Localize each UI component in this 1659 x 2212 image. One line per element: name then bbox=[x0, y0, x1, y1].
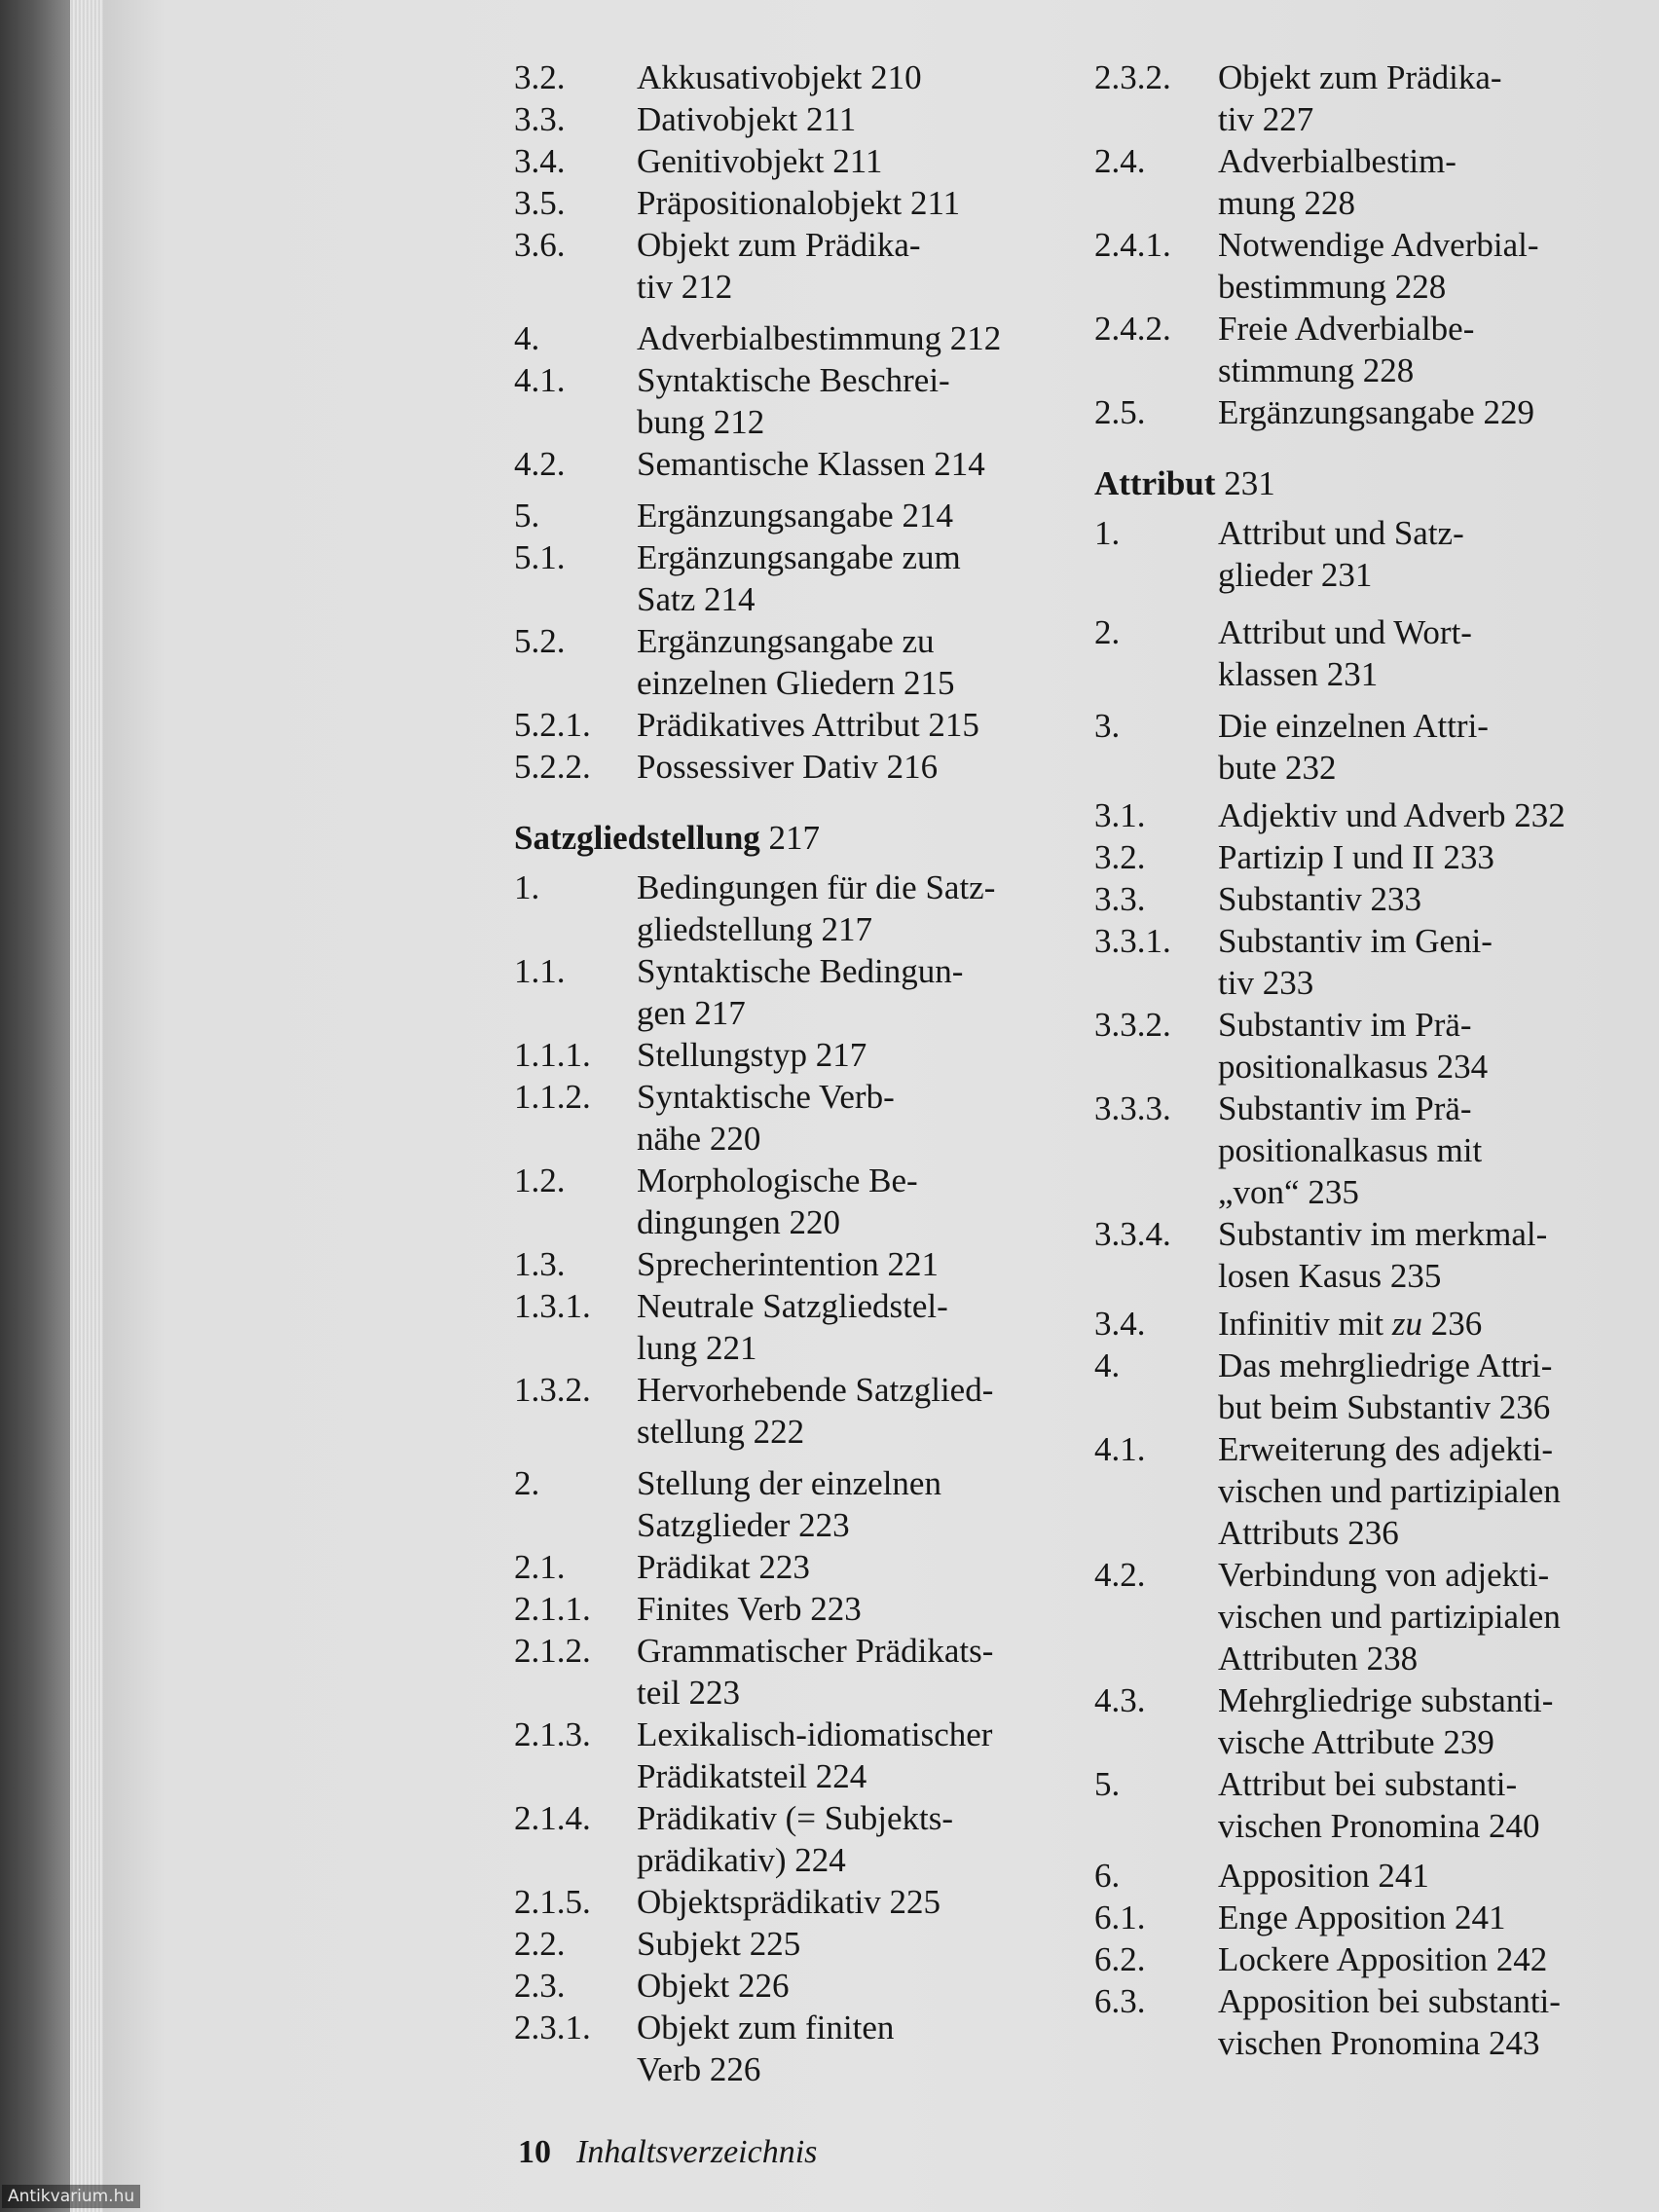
toc-entry-text: Objekt zum Prädika- tiv 212 bbox=[637, 226, 921, 306]
toc-entry bbox=[514, 495, 1059, 536]
toc-entry-text: Apposition 241 bbox=[1218, 1857, 1429, 1895]
toc-entry bbox=[1094, 1428, 1640, 1554]
toc-entry-text: Freie Adverbialbe- stimmung 228 bbox=[1218, 310, 1475, 389]
toc-entry-text: Apposition bei substanti- vischen Pronomina 243 bbox=[1218, 1982, 1561, 2062]
toc-entry-number: 1.1. bbox=[514, 952, 566, 990]
toc-entry-number: 2. bbox=[514, 1464, 540, 1502]
toc-entry-number: 6.2. bbox=[1094, 1940, 1146, 1978]
toc-entry-number: 4.1. bbox=[514, 361, 566, 399]
toc-entry bbox=[1094, 391, 1640, 433]
toc-entry-number: 2.4.2. bbox=[1094, 310, 1171, 348]
toc-entry-number: 2.3. bbox=[514, 1967, 566, 2005]
toc-entry-text: Neutrale Satzgliedstel- lung 221 bbox=[637, 1287, 948, 1367]
toc-entry-text: Syntaktische Bedingun- gen 217 bbox=[637, 952, 964, 1032]
toc-entry-number: 2.4. bbox=[1094, 142, 1146, 180]
toc-entry-number: 2.4.1. bbox=[1094, 226, 1171, 264]
toc-entry bbox=[514, 2007, 1059, 2090]
toc-entry-number: 1.3.1. bbox=[514, 1287, 591, 1325]
toc-entry bbox=[514, 140, 1059, 182]
toc-entry-text: Infinitiv mit zu 236 bbox=[1218, 1305, 1483, 1343]
toc-entry-number: 5.2.2. bbox=[514, 748, 591, 786]
toc-entry-number: 6.3. bbox=[1094, 1982, 1146, 2020]
toc-entry bbox=[1094, 1004, 1640, 1088]
toc-entry bbox=[514, 317, 1059, 359]
toc-entry-number: 1.1.2. bbox=[514, 1078, 591, 1116]
toc-entry-text: Das mehrgliedrige Attri- but beim Substantiv 236 bbox=[1218, 1346, 1553, 1426]
toc-entry bbox=[514, 1462, 1059, 1546]
toc-entry-text: Verbindung von adjekti- vischen und partizipialen Attributen 238 bbox=[1218, 1556, 1561, 1677]
toc-section-heading-attribut bbox=[1094, 462, 1640, 504]
toc-entry-text: Lockere Apposition 242 bbox=[1218, 1940, 1548, 1978]
toc-entry bbox=[1094, 1345, 1640, 1428]
toc-right-group-a bbox=[1094, 56, 1640, 433]
toc-entry-text: Stellungstyp 217 bbox=[637, 1036, 867, 1074]
watermark: Antikvarium.hu bbox=[2, 2185, 140, 2208]
toc-entry bbox=[1094, 1938, 1640, 1980]
page-number: 10 bbox=[518, 2134, 551, 2170]
toc-entry-number: 3.4. bbox=[514, 142, 566, 180]
toc-entry-text: Ergänzungsangabe 229 bbox=[1218, 393, 1534, 431]
toc-entry-number: 4.3. bbox=[1094, 1681, 1146, 1719]
toc-left-group-a bbox=[514, 56, 1059, 788]
toc-entry bbox=[514, 1160, 1059, 1243]
toc-entry-text: Präpositionalobjekt 211 bbox=[637, 184, 961, 222]
toc-entry-text: Ergänzungsangabe zum Satz 214 bbox=[637, 538, 961, 618]
toc-entry-text: Hervorhebende Satzglied- stellung 222 bbox=[637, 1371, 994, 1451]
toc-entry-text: Substantiv im Prä- positionalkasus mit „von“ 235 bbox=[1218, 1089, 1483, 1211]
toc-entry-text: Dativobjekt 211 bbox=[637, 100, 857, 138]
toc-entry-number: 2.1.2. bbox=[514, 1632, 591, 1670]
toc-entry-text: Substantiv im merkmal- losen Kasus 235 bbox=[1218, 1215, 1548, 1295]
running-title: Inhaltsverzeichnis bbox=[576, 2134, 818, 2170]
toc-entry-text: Substantiv im Geni- tiv 233 bbox=[1218, 922, 1493, 1002]
toc-entry-text: Adverbialbestim- mung 228 bbox=[1218, 142, 1456, 222]
toc-entry-number: 3.4. bbox=[1094, 1305, 1146, 1343]
toc-entry-number: 6. bbox=[1094, 1857, 1121, 1895]
toc-entry bbox=[1094, 56, 1640, 140]
toc-entry-text: Objekt zum Prädika- tiv 227 bbox=[1218, 58, 1502, 138]
toc-entry-number: 5. bbox=[1094, 1765, 1121, 1803]
toc-entry-text: Bedingungen für die Satz- gliedstellung 217 bbox=[637, 868, 996, 948]
toc-entry-number: 3.3.2. bbox=[1094, 1006, 1171, 1044]
page-footer bbox=[518, 2134, 817, 2171]
toc-entry-number: 1.3. bbox=[514, 1245, 566, 1283]
toc-entry bbox=[1094, 140, 1640, 224]
toc-entry bbox=[514, 1588, 1059, 1630]
toc-entry-text: Finites Verb 223 bbox=[637, 1590, 862, 1628]
toc-entry-number: 1. bbox=[1094, 514, 1121, 552]
toc-entry bbox=[514, 1546, 1059, 1588]
toc-entry-text: Morphologische Be- dingungen 220 bbox=[637, 1161, 918, 1241]
toc-entry-text: Mehrgliedrige substanti- vische Attribute 239 bbox=[1218, 1681, 1554, 1761]
toc-entry-text: Notwendige Adverbial- bestimmung 228 bbox=[1218, 226, 1539, 306]
toc-entry bbox=[514, 1034, 1059, 1076]
toc-entry-number: 1.3.2. bbox=[514, 1371, 591, 1409]
toc-entry-number: 2.1. bbox=[514, 1548, 566, 1586]
toc-entry-text: Substantiv im Prä- positionalkasus 234 bbox=[1218, 1006, 1489, 1086]
section-page: 217 bbox=[768, 819, 821, 857]
toc-entry-number: 2.5. bbox=[1094, 393, 1146, 431]
toc-entry-number: 2.1.4. bbox=[514, 1799, 591, 1837]
toc-entry bbox=[1094, 920, 1640, 1004]
toc-entry-text: Adjektiv und Adverb 232 bbox=[1218, 796, 1566, 834]
toc-entry bbox=[1094, 308, 1640, 391]
toc-entry-number: 6.1. bbox=[1094, 1899, 1146, 1936]
toc-entry bbox=[1094, 878, 1640, 920]
toc-entry-text: Prädikatives Attribut 215 bbox=[637, 706, 979, 744]
toc-entry bbox=[1094, 836, 1640, 878]
toc-right-group-b bbox=[1094, 512, 1640, 2064]
toc-entry bbox=[1094, 1897, 1640, 1938]
toc-entry-text: Ergänzungsangabe zu einzelnen Gliedern 215 bbox=[637, 622, 955, 702]
toc-entry-number: 5.2.1. bbox=[514, 706, 591, 744]
toc-entry-number: 3.3. bbox=[1094, 880, 1146, 918]
toc-entry-number: 2.3.1. bbox=[514, 2009, 591, 2046]
toc-entry-number: 3. bbox=[1094, 707, 1121, 745]
toc-entry bbox=[514, 746, 1059, 788]
toc-entry-text: Objekt 226 bbox=[637, 1967, 790, 2005]
toc-entry-number: 5. bbox=[514, 497, 540, 535]
toc-entry bbox=[1094, 1763, 1640, 1847]
toc-entry-number: 2.1.5. bbox=[514, 1883, 591, 1921]
toc-entry bbox=[1094, 1980, 1640, 2064]
toc-entry-number: 1. bbox=[514, 868, 540, 906]
toc-entry-text: Subjekt 225 bbox=[637, 1925, 801, 1963]
toc-entry bbox=[514, 56, 1059, 98]
toc-left-column bbox=[514, 56, 1059, 2090]
toc-entry bbox=[1094, 1554, 1640, 1679]
toc-entry-number: 4.1. bbox=[1094, 1430, 1146, 1468]
toc-entry-number: 1.1.1. bbox=[514, 1036, 591, 1074]
toc-entry-text: Prädikativ (= Subjekts- prädikativ) 224 bbox=[637, 1799, 953, 1879]
toc-entry-text: Objekt zum finiten Verb 226 bbox=[637, 2009, 895, 2088]
toc-entry bbox=[1094, 705, 1640, 789]
toc-entry bbox=[514, 620, 1059, 704]
toc-entry-text: Syntaktische Verb- nähe 220 bbox=[637, 1078, 895, 1158]
toc-entry bbox=[514, 950, 1059, 1034]
toc-entry-text: Objektsprädikativ 225 bbox=[637, 1883, 941, 1921]
toc-entry bbox=[1094, 512, 1640, 596]
toc-entry bbox=[514, 1630, 1059, 1714]
toc-entry bbox=[514, 1965, 1059, 2007]
toc-entry bbox=[514, 1714, 1059, 1797]
toc-entry bbox=[1094, 794, 1640, 836]
toc-entry bbox=[1094, 1303, 1640, 1345]
toc-entry-number: 3.3. bbox=[514, 100, 566, 138]
toc-entry-text: Syntaktische Beschrei- bung 212 bbox=[637, 361, 950, 441]
toc-entry-number: 2.3.2. bbox=[1094, 58, 1171, 96]
toc-entry-number: 2.2. bbox=[514, 1925, 566, 1963]
section-page: 231 bbox=[1224, 464, 1275, 502]
toc-entry-text: Enge Apposition 241 bbox=[1218, 1899, 1506, 1936]
toc-entry bbox=[514, 224, 1059, 308]
toc-entry bbox=[514, 1369, 1059, 1453]
toc-entry bbox=[514, 1797, 1059, 1881]
toc-entry-text: Partizip I und II 233 bbox=[1218, 838, 1494, 876]
toc-entry-text: Ergänzungsangabe 214 bbox=[637, 497, 953, 535]
toc-entry bbox=[514, 359, 1059, 443]
toc-entry bbox=[514, 1923, 1059, 1965]
toc-entry-number: 3.2. bbox=[514, 58, 566, 96]
toc-entry-number: 3.3.4. bbox=[1094, 1215, 1171, 1253]
toc-entry bbox=[514, 704, 1059, 746]
toc-entry bbox=[514, 182, 1059, 224]
toc-section-heading-satzgliedstellung bbox=[514, 817, 1059, 859]
toc-entry-number: 2.1.3. bbox=[514, 1715, 591, 1753]
toc-entry-number: 4.2. bbox=[514, 445, 566, 483]
toc-entry-text: Semantische Klassen 214 bbox=[637, 445, 985, 483]
toc-entry bbox=[514, 1285, 1059, 1369]
toc-entry-text: Attribut bei substanti- vischen Pronomina 240 bbox=[1218, 1765, 1540, 1845]
toc-entry-number: 3.3.3. bbox=[1094, 1089, 1171, 1127]
toc-entry-text: Grammatischer Prädikats- teil 223 bbox=[637, 1632, 994, 1712]
toc-entry bbox=[1094, 224, 1640, 308]
toc-entry bbox=[1094, 1213, 1640, 1297]
toc-entry-number: 3.2. bbox=[1094, 838, 1146, 876]
toc-entry-number: 1.2. bbox=[514, 1161, 566, 1199]
toc-entry-number: 5.1. bbox=[514, 538, 566, 576]
toc-entry bbox=[514, 1243, 1059, 1285]
section-title: Satzgliedstellung bbox=[514, 819, 760, 857]
toc-entry-number: 2. bbox=[1094, 613, 1121, 651]
toc-entry-text: Prädikat 223 bbox=[637, 1548, 810, 1586]
toc-entry bbox=[514, 536, 1059, 620]
toc-entry-text: Lexikalisch-idiomatischer Prädikatsteil 224 bbox=[637, 1715, 993, 1795]
toc-entry-number: 2.1.1. bbox=[514, 1590, 591, 1628]
toc-entry-text: Akkusativobjekt 210 bbox=[637, 58, 922, 96]
toc-entry bbox=[1094, 611, 1640, 695]
toc-left-group-b bbox=[514, 866, 1059, 2090]
toc-entry-number: 3.5. bbox=[514, 184, 566, 222]
toc-entry-text: Genitivobjekt 211 bbox=[637, 142, 883, 180]
toc-entry bbox=[1094, 1088, 1640, 1213]
toc-entry-number: 5.2. bbox=[514, 622, 566, 660]
toc-entry-number: 3.1. bbox=[1094, 796, 1146, 834]
toc-right-column bbox=[1094, 56, 1640, 2064]
toc-entry bbox=[514, 98, 1059, 140]
toc-entry-text: Attribut und Wort- klassen 231 bbox=[1218, 613, 1472, 693]
toc-entry bbox=[1094, 1855, 1640, 1897]
toc-entry-text: Erweiterung des adjekti- vischen und partizipialen Attributs 236 bbox=[1218, 1430, 1561, 1552]
toc-entry bbox=[514, 1076, 1059, 1160]
toc-entry bbox=[514, 1881, 1059, 1923]
toc-entry bbox=[514, 443, 1059, 485]
toc-entry-text: Attribut und Satz- glieder 231 bbox=[1218, 514, 1464, 594]
toc-entry-number: 4. bbox=[1094, 1346, 1121, 1384]
toc-entry-text: Stellung der einzelnen Satzglieder 223 bbox=[637, 1464, 941, 1544]
toc-entry bbox=[1094, 1679, 1640, 1763]
toc-entry-number: 4. bbox=[514, 319, 540, 357]
toc-entry-number: 3.6. bbox=[514, 226, 566, 264]
toc-entry-number: 3.3.1. bbox=[1094, 922, 1171, 960]
toc-entry-text: Die einzelnen Attri- bute 232 bbox=[1218, 707, 1489, 787]
toc-entry-text: Possessiver Dativ 216 bbox=[637, 748, 939, 786]
toc-entry-number: 4.2. bbox=[1094, 1556, 1146, 1594]
section-title: Attribut bbox=[1094, 464, 1216, 502]
toc-entry bbox=[514, 866, 1059, 950]
toc-entry-text: Substantiv 233 bbox=[1218, 880, 1422, 918]
toc-entry-text: Sprecherintention 221 bbox=[637, 1245, 940, 1283]
toc-entry-text: Adverbialbestimmung 212 bbox=[637, 319, 1002, 357]
